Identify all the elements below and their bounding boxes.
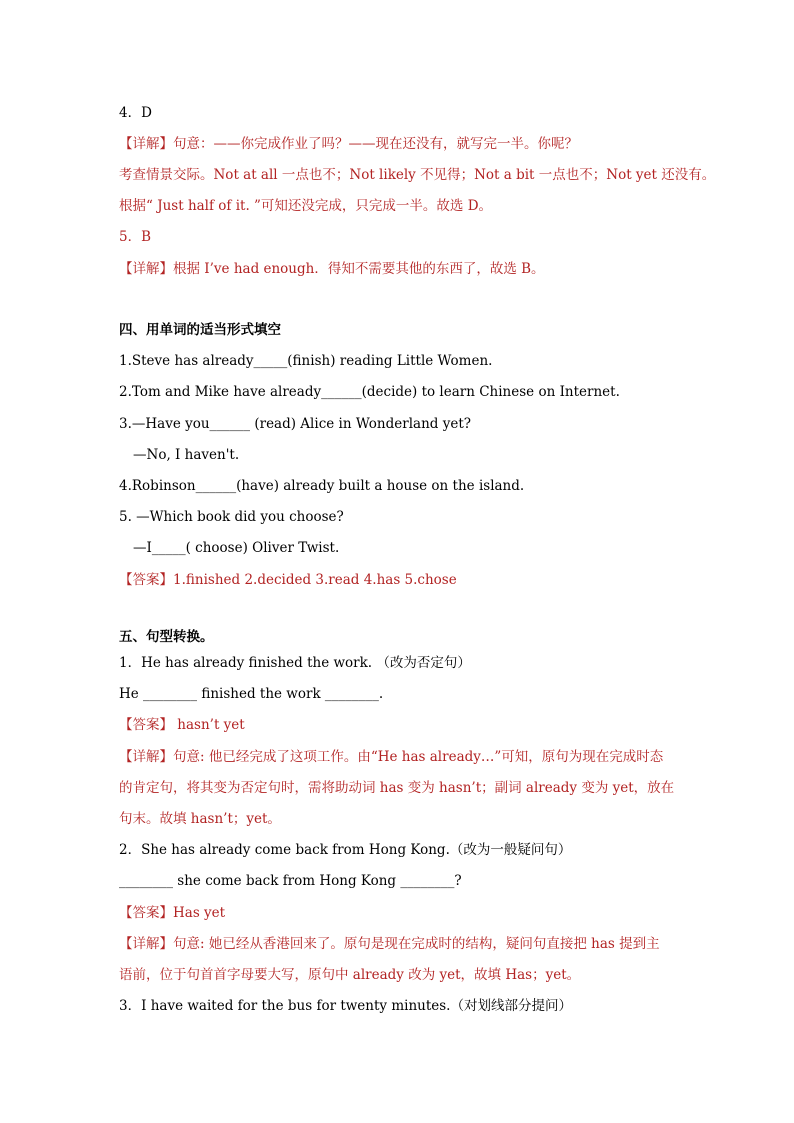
question-line: 3．I have waited for the bus for twenty minutes.（对划线部分提问） [119,998,572,1014]
question-line: —No, I haven't. [133,447,240,463]
section-heading-fill-in: 四、用单词的适当形式填空 [119,322,281,338]
question-line: 4.Robinson______(have) already built a house on the island. [119,478,525,494]
answer-line: 【答案】Has yet [119,905,226,921]
question-line: 2.Tom and Mike have already______(decide) to learn Chinese on Internet. [119,384,620,400]
explanation-line: 【详解】句意: 他已经完成了这项工作。由“He has already…”可知，原句为现在完成时态 [119,749,664,765]
question-line: 3.—Have you______ (read) Alice in Wonderland yet? [119,416,471,432]
answer-line: 【答案】 hasn’t yet [119,717,245,733]
explanation-line: 句末。故填 hasn’t；yet。 [119,811,281,827]
explanation-line: 【详解】根据 I’ve had enough．得知不需要其他的东西了，故选 B。 [119,261,545,277]
explanation-line: 的肯定句，将其变为否定句时，需将助动词 has 变为 hasn’t；副词 already 变为 yet，放在 [119,780,675,796]
answer-number-5: 5．B [119,229,152,245]
question-line: 1．He has already finished the work. （改为否定句） [119,655,471,671]
question-line: 2．She has already come back from Hong Kong.（改为一般疑问句） [119,842,572,858]
explanation-line: 语前，位于句首首字母要大写，原句中 already 改为 yet，故填 Has；yet。 [119,967,581,983]
answer-number-4: 4．D [119,105,152,121]
explanation-line: 【详解】句意: 她已经从香港回来了。原句是现在完成时的结构，疑问句直接把 has 提到主 [119,936,660,952]
section-heading-sentence-transform: 五、句型转换。 [119,629,214,645]
question-line: 5. —Which book did you choose? [119,509,344,525]
question-line: He ________ finished the work ________. [119,686,384,702]
explanation-line: 根据“ Just half of it. ”可知还没完成，只完成一半。故选 D。 [119,198,493,214]
question-line: ________ she come back from Hong Kong ________? [119,873,462,889]
question-line: 1.Steve has already_____(finish) reading Little Women. [119,353,493,369]
explanation-line: 【详解】句意：——你完成作业了吗？——现在还没有，就写完一半。你呢？ [119,136,578,152]
question-line: —I_____( choose) Oliver Twist. [133,540,340,556]
explanation-line: 考查情景交际。Not at all 一点也不；Not likely 不见得；Not a bit 一点也不；Not yet 还没有。 [119,167,716,183]
answer-line: 【答案】1.finished 2.decided 3.read 4.has 5.chose [119,572,457,588]
